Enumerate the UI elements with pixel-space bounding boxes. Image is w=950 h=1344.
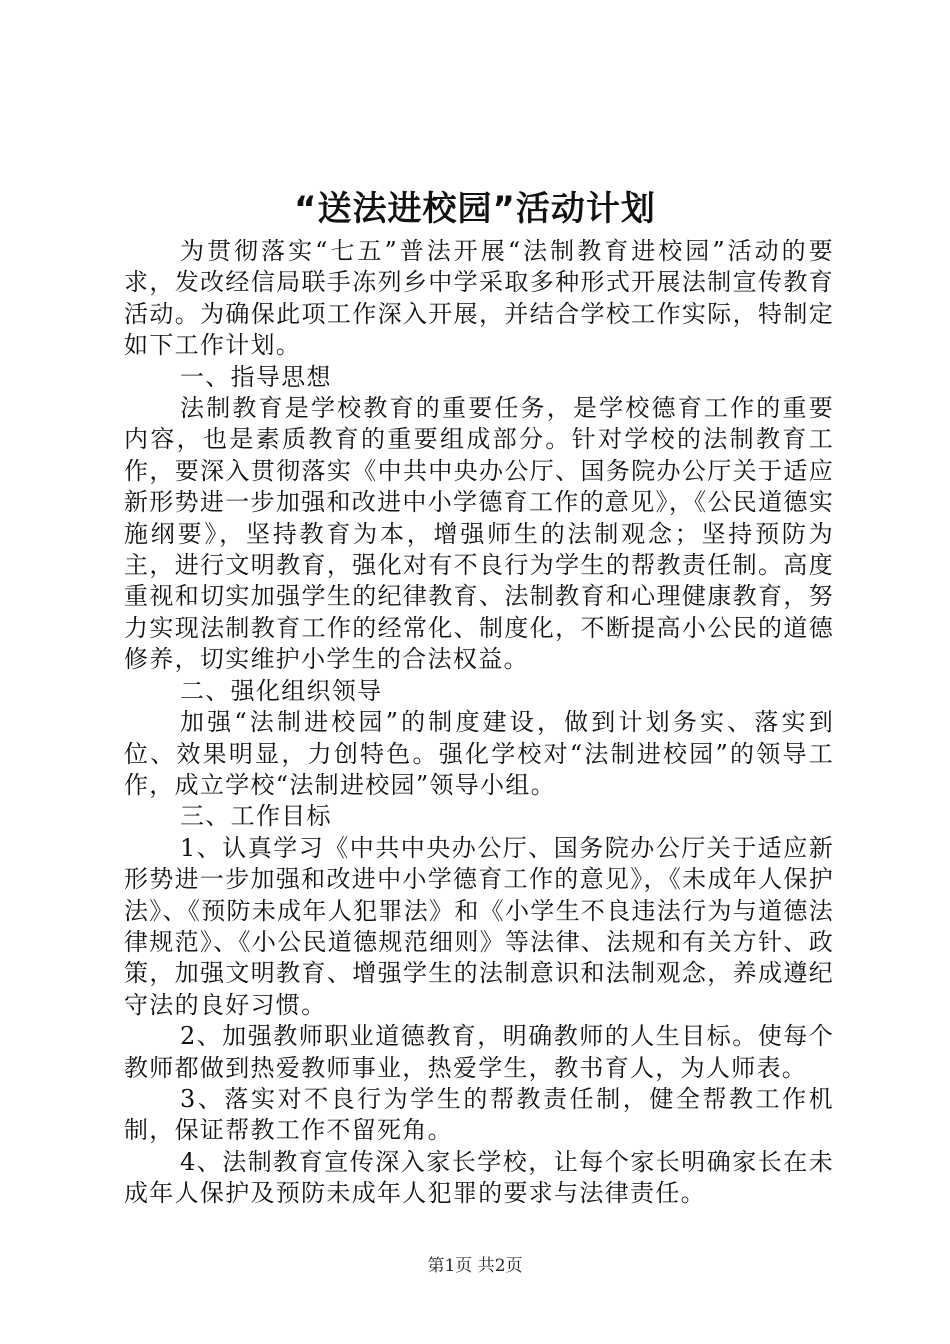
work-goal-item-3: 3、落实对不良行为学生的帮教责任制，健全帮教工作机制，保证帮教工作不留死角。 <box>124 1084 834 1145</box>
document-title: “送法进校园”活动计划 <box>294 189 656 229</box>
work-goal-item-1: 1、认真学习《中共中央办公厅、国务院办公厅关于适应新形势进一步加强和改进中小学德育工作的意见》，《未成年人保护法》、《预防未成年人犯罪法》和《小学生不良违法行为与道德法律规范》、《小公民道德规范细则》等法律、法规和有关方针、政策，加强文明教育、增强学生的法制意识和法制观念，养成遵纪守法的良好习惯。 <box>124 833 834 1019</box>
document-body <box>124 236 834 1210</box>
section-heading-organization-leadership: 二、强化组织领导 <box>180 676 383 705</box>
intro-paragraph: 为贯彻落实“七五”普法开展“法制教育进校园”活动的要求，发改经信局联手冻列乡中学采取多种形式开展法制宣传教育活动。为确保此项工作深入开展，并结合学校工作实际，特制定如下工作计划。 <box>124 237 834 360</box>
work-goal-item-4: 4、法制教育宣传深入家长学校，让每个家长明确家长在未成年人保护及预防未成年人犯罪的要求与法律责任。 <box>124 1147 834 1208</box>
page-number-footer: 第1页 共2页 <box>427 1256 523 1276</box>
section-heading-guiding-ideology: 一、指导思想 <box>180 362 332 391</box>
guiding-ideology-paragraph: 法制教育是学校教育的重要任务，是学校德育工作的重要内容，也是素质教育的重要组成部分。针对学校的法制教育工作，要深入贯彻落实《中共中央办公厅、国务院办公厅关于适应新形势进一步加强和改进中小学德育工作的意见》，《公民道德实施纲要》，坚持教育为本，增强师生的法制观念；坚持预防为主，进行文明教育，强化对有不良行为学生的帮教责任制。高度重视和切实加强学生的纪律教育、法制教育和心理健康教育，努力实现法制教育工作的经常化、制度化，不断提高小公民的道德修养，切实维护小学生的合法权益。 <box>124 394 834 674</box>
section-heading-work-goals: 三、工作目标 <box>180 802 332 831</box>
organization-leadership-paragraph: 加强“法制进校园”的制度建设，做到计划务实、落实到位、效果明显，力创特色。强化学校对“法制进校园”的领导工作，成立学校“法制进校园”领导小组。 <box>124 708 834 799</box>
work-goal-item-2: 2、加强教师职业道德教育，明确教师的人生目标。使每个教师都做到热爱教师事业，热爱学生，教书育人，为人师表。 <box>124 1022 834 1082</box>
